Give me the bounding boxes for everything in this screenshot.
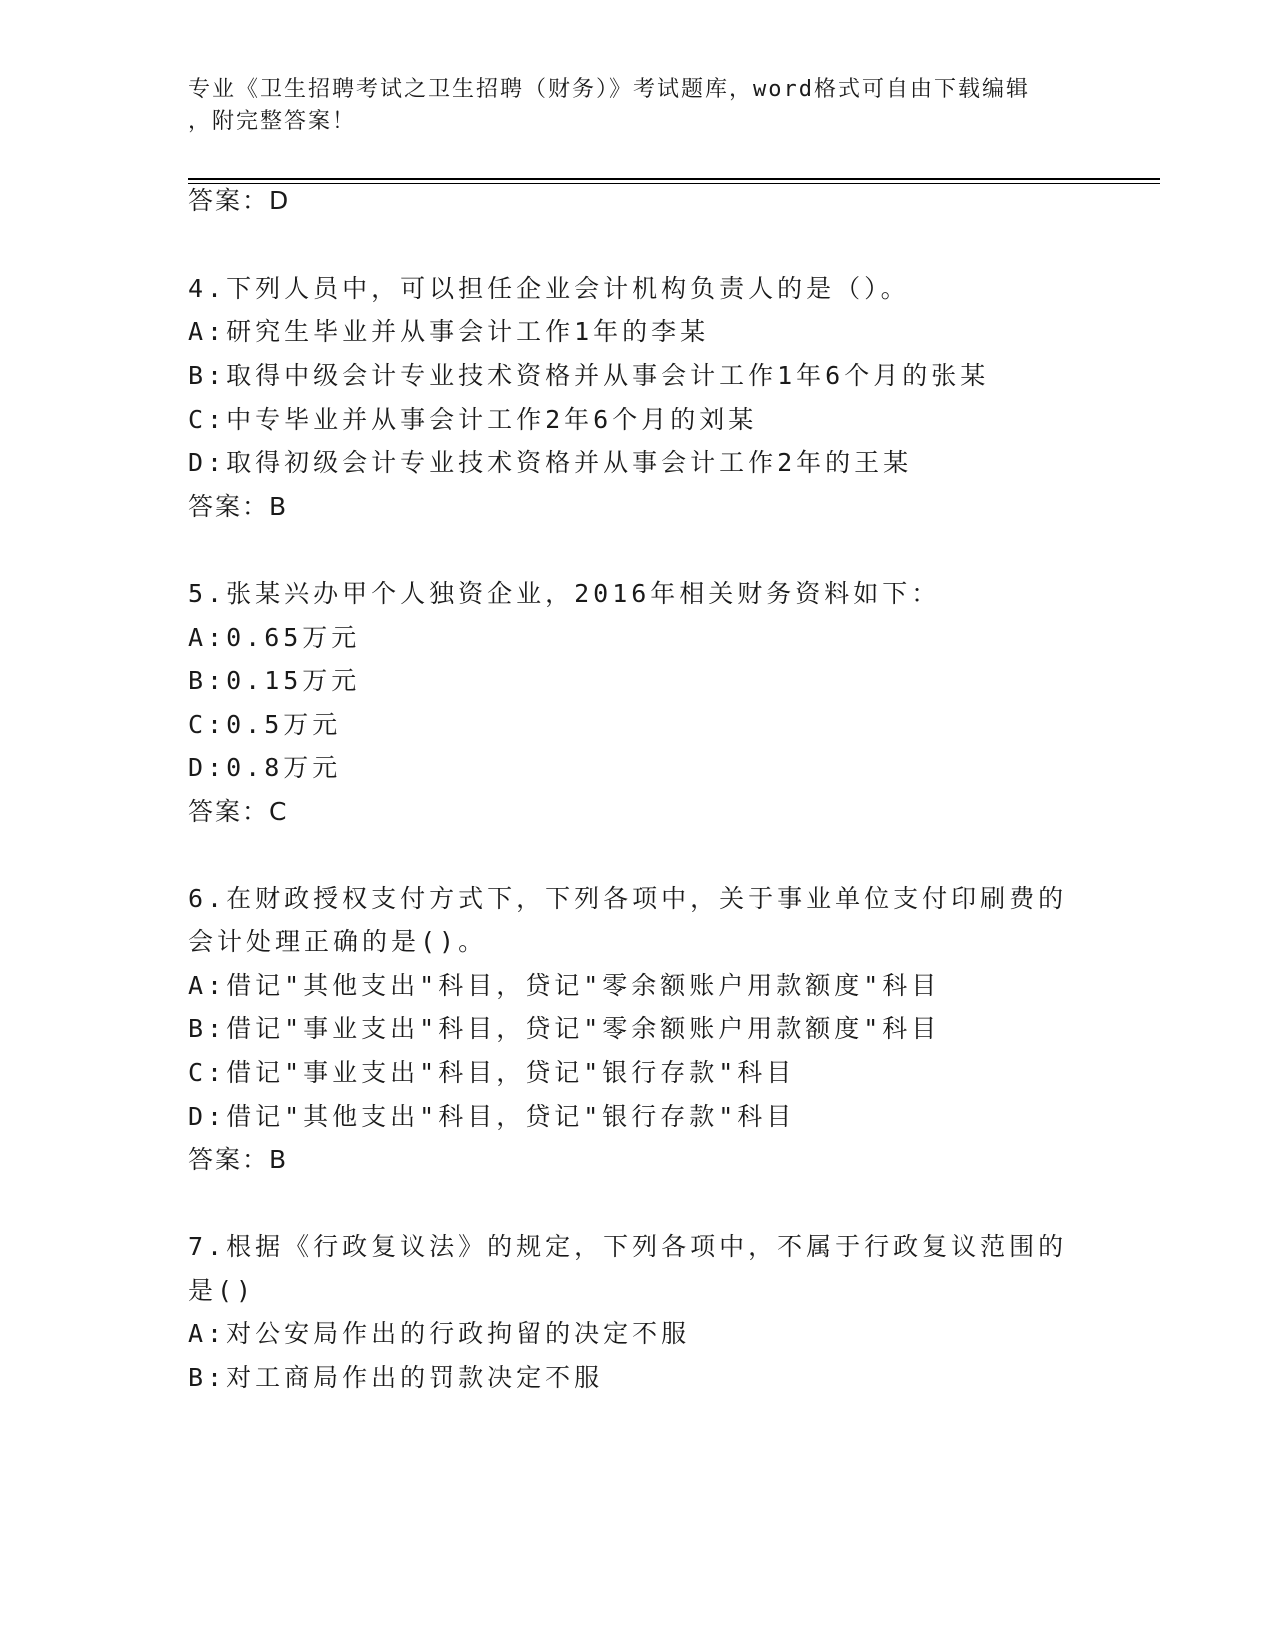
question-6-option-c: C:借记"事业支出"科目，贷记"银行存款"科目: [188, 1058, 796, 1087]
question-4-stem: 4.下列人员中，可以担任企业会计机构负责人的是（）。: [188, 274, 910, 303]
answer-previous: 答案：D: [188, 186, 291, 215]
question-6-option-d: D:借记"其他支出"科目，贷记"银行存款"科目: [188, 1102, 796, 1131]
question-4-option-d: D:取得初级会计专业技术资格并从事会计工作2年的王某: [188, 448, 913, 477]
question-5-option-b: B:0.15万元: [188, 666, 361, 695]
question-4-answer: 答案：B: [188, 492, 289, 521]
question-6-stem-line-2: 会计处理正确的是()。: [188, 927, 488, 956]
question-6-option-b: B:借记"事业支出"科目，贷记"零余额账户用款额度"科目: [188, 1014, 941, 1043]
question-7-option-b: B:对工商局作出的罚款决定不服: [188, 1363, 604, 1392]
header-line-2: ，附完整答案！: [188, 109, 357, 134]
document-header: [188, 74, 1068, 138]
question-5-stem: 5.张某兴办甲个人独资企业，2016年相关财务资料如下：: [188, 579, 941, 608]
header-line-1: 专业《卫生招聘考试之卫生招聘（财务）》考试题库，word格式可自由下载编辑: [188, 77, 1030, 102]
question-4-option-a: A:研究生毕业并从事会计工作1年的李某: [188, 317, 710, 346]
header-rule-thick: [188, 178, 1160, 180]
question-4-option-b: B:取得中级会计专业技术资格并从事会计工作1年6个月的张某: [188, 361, 990, 390]
question-5-option-d: D:0.8万元: [188, 753, 342, 782]
question-6-stem-line-1: 6.在财政授权支付方式下，下列各项中，关于事业单位支付印刷费的: [188, 884, 1068, 913]
question-6-answer: 答案：B: [188, 1145, 289, 1174]
question-5-option-a: A:0.65万元: [188, 623, 361, 652]
question-6-option-a: A:借记"其他支出"科目，贷记"零余额账户用款额度"科目: [188, 971, 941, 1000]
question-5-answer: 答案：C: [188, 797, 289, 826]
question-7-option-a: A:对公安局作出的行政拘留的决定不服: [188, 1319, 691, 1348]
question-7-stem-line-2: 是(): [188, 1276, 256, 1305]
question-7-stem-line-1: 7.根据《行政复议法》的规定，下列各项中，不属于行政复议范围的: [188, 1232, 1068, 1261]
header-rule-thin: [188, 183, 1160, 184]
question-5-option-c: C:0.5万元: [188, 710, 342, 739]
question-4-option-c: C:中专毕业并从事会计工作2年6个月的刘某: [188, 405, 758, 434]
